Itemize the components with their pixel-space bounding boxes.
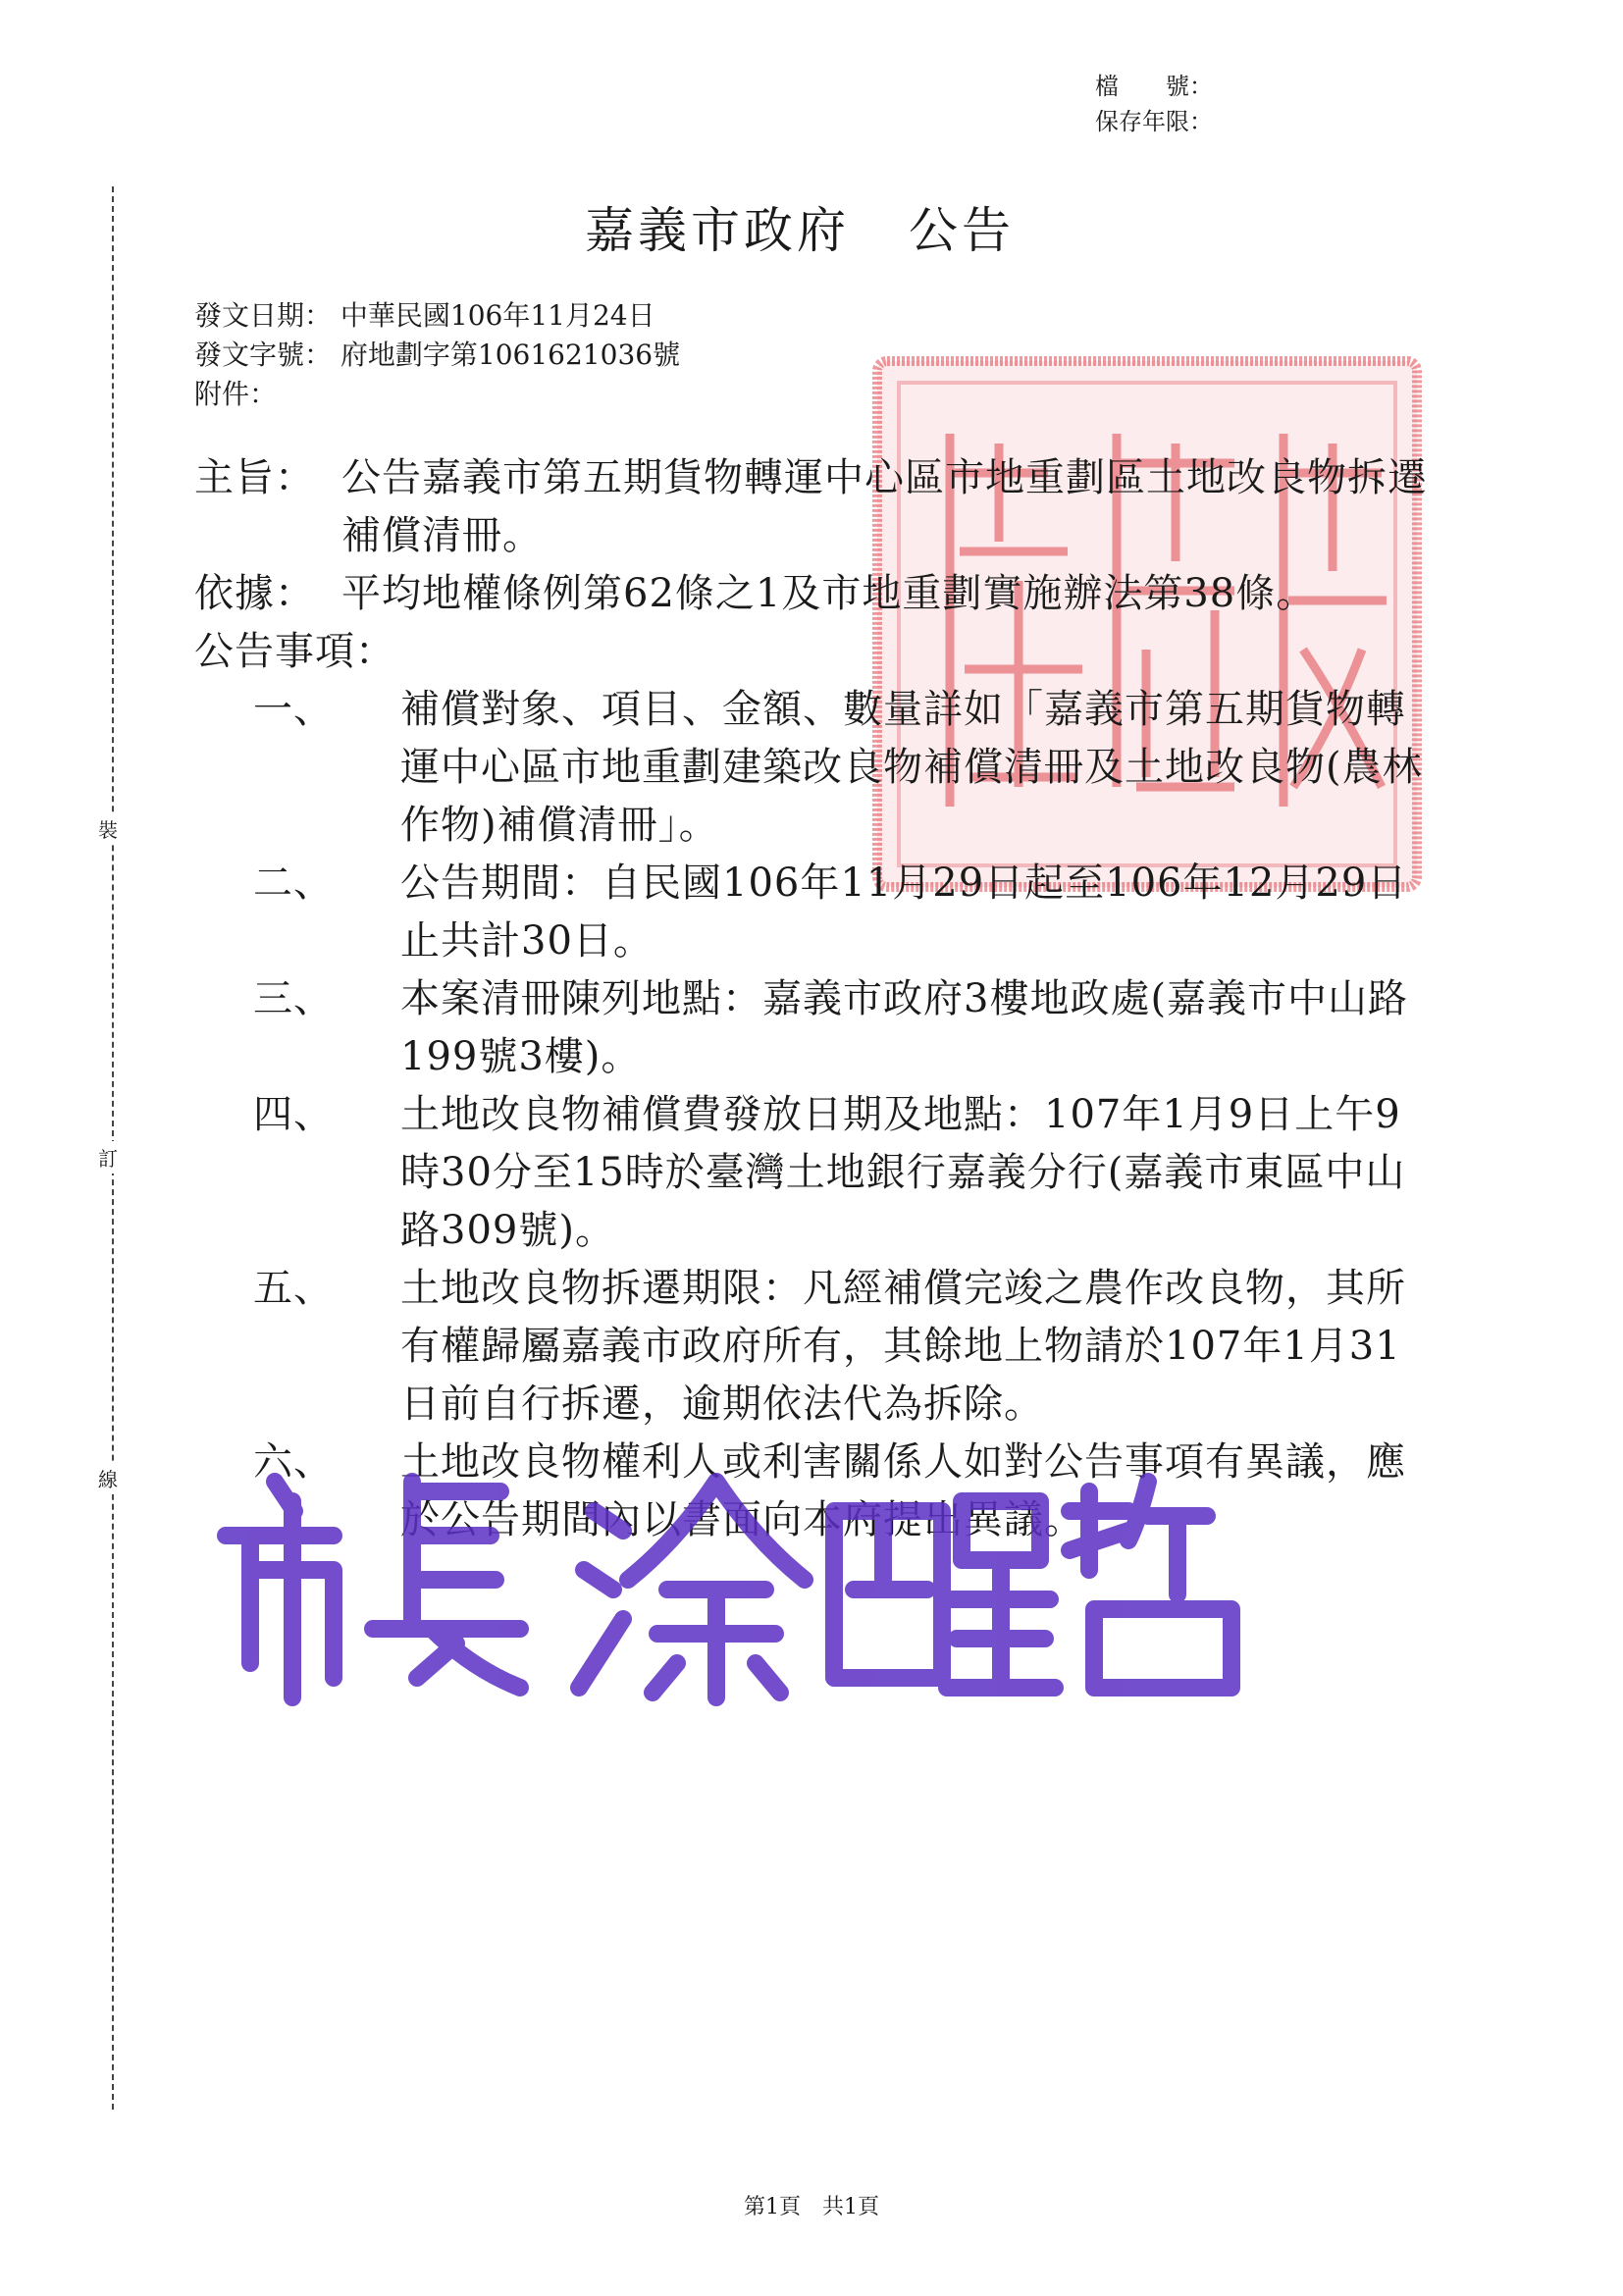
item-text: 補償對象、項目、金額、數量詳如「嘉義市第五期貨物轉運中心區市地重劃建築改良物補償清冊及土地改良物(農林作物)補償清冊」。	[400, 687, 1423, 848]
doc-number-value: 府地劃字第1061621036號	[340, 339, 681, 371]
title-org: 嘉義市政府	[585, 202, 850, 259]
subject-label: 主旨：	[194, 455, 315, 500]
item-text: 土地改良物補償費發放日期及地點：107年1月9日上午9時30分至15時於臺灣土地銀行嘉義分行(嘉義市東區中山路309號)。	[400, 1092, 1406, 1253]
basis-row	[194, 565, 1433, 623]
title-type: 公告	[909, 202, 1015, 259]
subject-row	[194, 449, 1433, 565]
item-number: 五、	[253, 1266, 334, 1311]
announcement-item	[253, 1260, 1433, 1434]
margin-mark-ding: 訂	[98, 1141, 118, 1174]
items-title: 公告事項：	[194, 629, 395, 674]
file-number-label: 檔 號：	[1095, 73, 1213, 100]
doc-number-label: 發文字號：	[194, 339, 333, 371]
item-number: 四、	[253, 1092, 334, 1137]
document-body	[194, 449, 1433, 1549]
subject-text: 公告嘉義市第五期貨物轉運中心區市地重劃區土地改良物拆遷補償清冊。	[341, 455, 1428, 558]
issue-date-label: 發文日期：	[194, 299, 333, 332]
item-text: 本案清冊陳列地點：嘉義市政府3樓地政處(嘉義市中山路199號3樓)。	[400, 976, 1409, 1079]
margin-mark-zhuang: 裝	[98, 812, 118, 845]
margin-mark-xian: 線	[98, 1462, 118, 1494]
issue-date-value: 中華民國106年11月24日	[340, 299, 655, 332]
announcement-item	[253, 855, 1433, 970]
retention-period-label: 保存年限：	[1095, 108, 1213, 135]
mayor-signature-stamp	[206, 1442, 1256, 1707]
basis-text: 平均地權條例第62條之1及市地重劃實施辦法第38條。	[341, 571, 1317, 616]
item-text: 土地改良物權利人或利害關係人如對公告事項有異議，應於公告期間內以書面向本府提出異議。	[400, 1439, 1406, 1542]
announcement-item	[253, 970, 1433, 1086]
item-text: 土地改良物拆遷期限：凡經補償完竣之農作改良物，其所有權歸屬嘉義市政府所有，其餘地上物請於107年1月31日前自行拆遷，逾期依法代為拆除。	[400, 1266, 1406, 1427]
basis-label: 依據：	[194, 571, 315, 616]
page-footer: 第1頁 共1頁	[744, 2195, 879, 2219]
item-number: 二、	[253, 861, 334, 906]
issue-date-row	[194, 296, 680, 336]
announcement-items	[194, 681, 1433, 1549]
item-number: 三、	[253, 976, 334, 1021]
attachment-label: 附件：	[194, 378, 278, 410]
announcement-item	[253, 1086, 1433, 1260]
item-number: 一、	[253, 687, 334, 732]
doc-number-row	[194, 336, 680, 375]
item-text: 公告期間：自民國106年11月29日起至106年12月29日止共計30日。	[400, 861, 1408, 964]
document-meta	[194, 296, 680, 414]
announcement-item	[253, 681, 1433, 855]
item-number: 六、	[253, 1439, 334, 1485]
page-title	[585, 191, 1015, 262]
attachment-row	[194, 375, 680, 414]
